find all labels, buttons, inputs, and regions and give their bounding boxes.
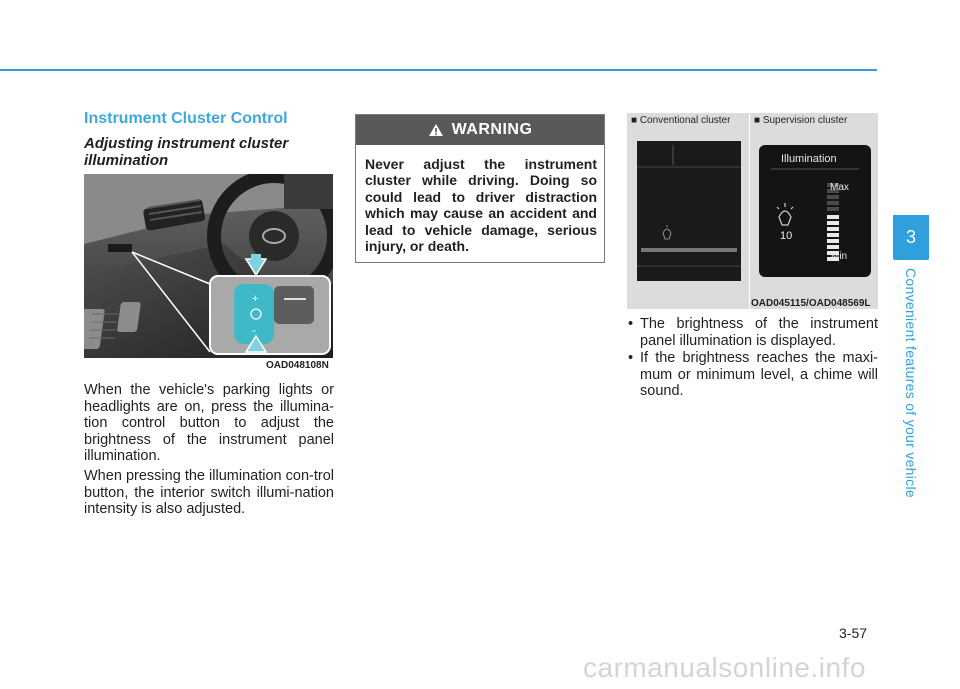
illumination-screen-title: Illumination [781,153,837,165]
warning-title: WARNING [451,121,533,138]
bullet-item: • If the brightness reaches the maxi-mum or minimum level, a chime will sound. [627,350,878,400]
chapter-title: Convenient features of your vehicle [903,268,919,498]
dashboard-photo [84,174,333,358]
warning-triangle-icon [428,123,444,137]
illumination-level-value: 10 [780,230,793,242]
watermark: carmanualsonline.info [583,652,866,683]
figure-divider [749,113,750,309]
svg-text:+: + [252,293,259,305]
chapter-number: 3 [905,227,916,247]
photo-code: OAD048108N [266,360,329,371]
subsection-title: Adjusting instrument cluster illumination [84,135,289,169]
warning-text: Never adjust the instrument cluster while driving. Doing so could lead to driver distraction which may cause an accident and lead to vehicle damage, serious injury, or death. [365,156,597,255]
min-label: Min [831,251,848,262]
bullet-item: • The brightness of the instrument panel illumination is displayed. [627,316,878,349]
warning-header [356,115,604,145]
supervision-cluster-label: ■ Supervision cluster [754,115,848,126]
cluster-figure [627,113,878,309]
conventional-cluster-label: ■ Conventional cluster [631,115,731,126]
page-number: 3-57 [839,625,868,641]
dashboard-illustration [84,174,333,358]
max-label: Max [830,182,849,193]
chapter-tab [893,215,929,260]
cluster-figure-code: OAD045115/OAD048569L [751,298,871,309]
section-title: Instrument Cluster Control [84,110,288,127]
paragraph-2: When pressing the illumination con-trol button, the interior switch illumi-nation intensity is also adjusted. [84,468,334,518]
conventional-cluster-display [637,141,741,281]
header-rule [0,69,877,71]
paragraph-1: When the vehicle's parking lights or headlights are on, press the illumina-tion control button to adjust the brightness of the instrument panel illumination. [84,382,334,465]
svg-text:-: - [252,323,256,337]
warning-box [355,114,605,263]
